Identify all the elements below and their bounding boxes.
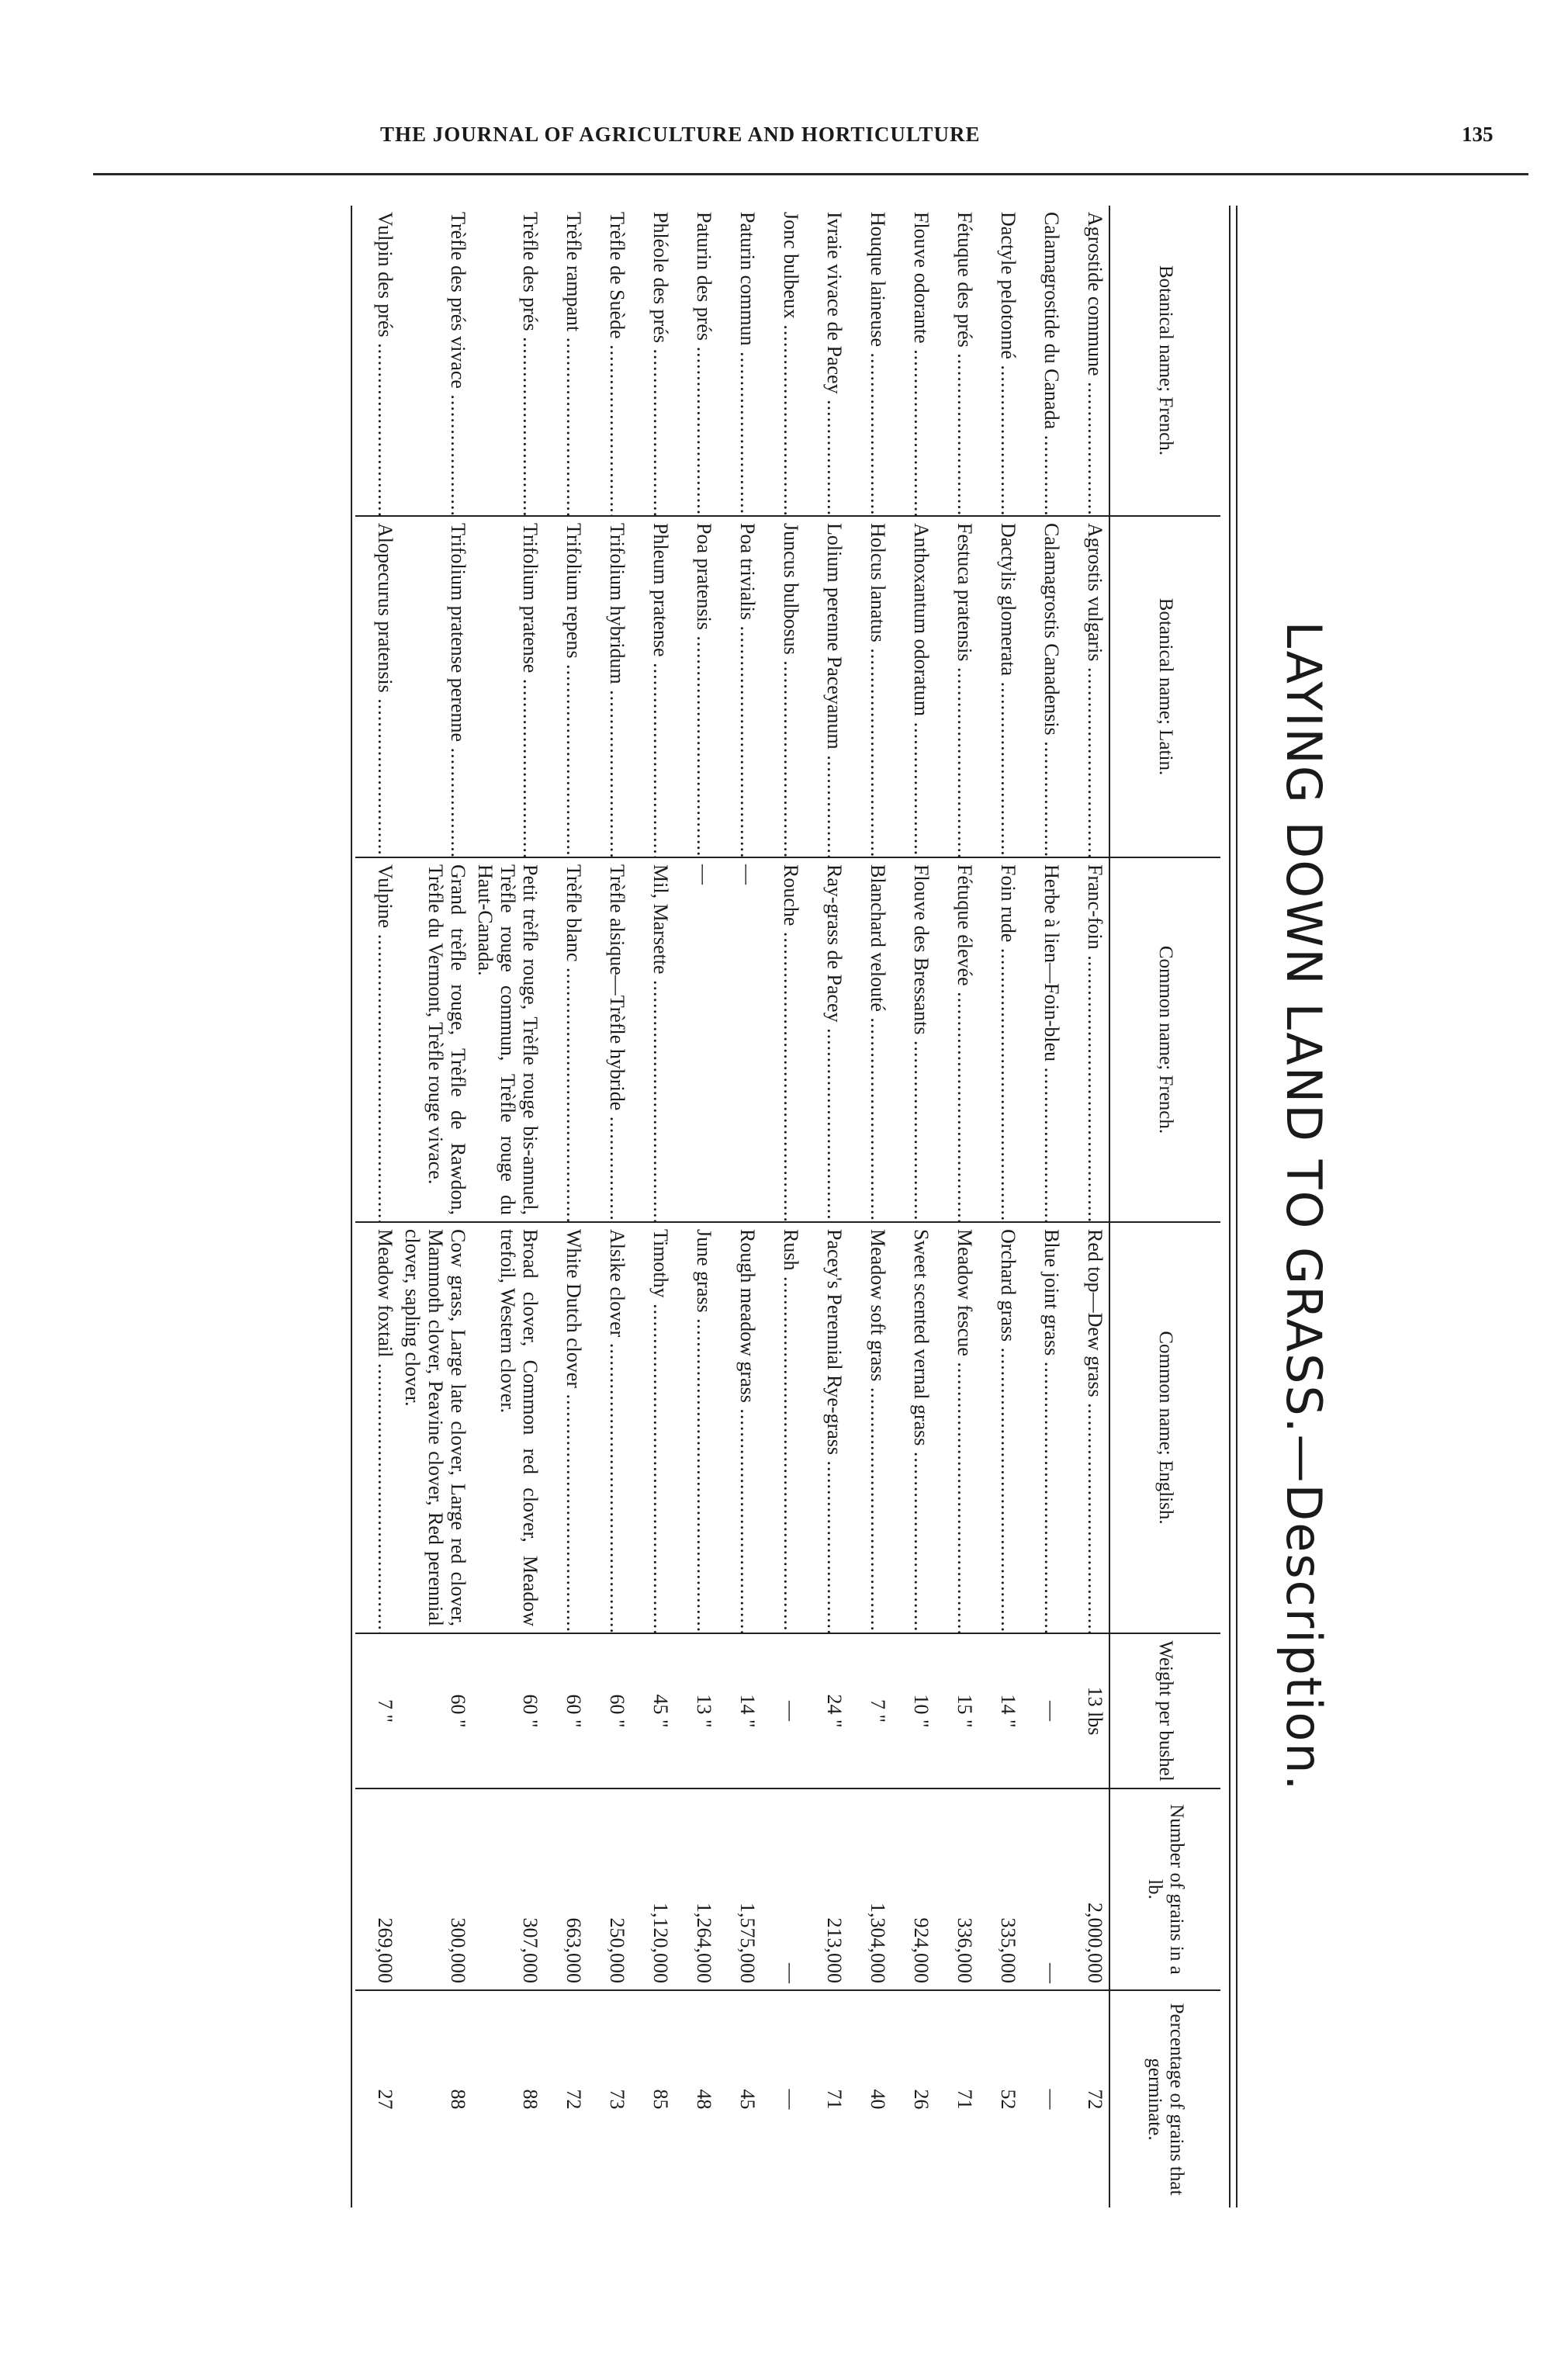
cell-botanical-french: Paturin des prés .....	[674, 206, 718, 516]
cell-botanical-latin: Lolium perenne Paceyanum .....	[805, 516, 848, 857]
cell-grains-per-lb: —	[1022, 1788, 1065, 1990]
cell-common-english: Timothy .....	[631, 1222, 674, 1633]
header-row	[1109, 206, 1220, 2207]
cell-common-english: White Dutch clover .....	[544, 1222, 587, 1633]
table-row	[631, 206, 674, 2207]
table-row	[355, 206, 399, 2207]
cell-weight-per-bushel: 60 "	[587, 1633, 631, 1788]
cell-common-english: Alsike clover .....	[587, 1222, 631, 1633]
column-header: Botanical name; Latin.	[1109, 516, 1220, 857]
cell-common-english: Pacey's Perennial Rye-grass .....	[805, 1222, 848, 1633]
cell-grains-per-lb: 663,000	[544, 1788, 587, 1990]
column-header: Weight per bushel	[1109, 1633, 1220, 1788]
table-row	[805, 206, 848, 2207]
cell-grains-per-lb: 300,000	[399, 1788, 471, 1990]
cell-botanical-french: Calamagrostide du Canada .....	[1022, 206, 1065, 516]
cell-common-french: Herbe à lien—Foin-bleu .....	[1022, 857, 1065, 1222]
cell-germination-percentage: 71	[935, 1990, 978, 2207]
rotated-table-block	[151, 206, 1338, 2207]
cell-botanical-latin: Poa pratensis .....	[674, 516, 718, 857]
cell-common-french: Flouve des Bressants .....	[891, 857, 935, 1222]
table-row	[761, 206, 805, 2207]
cell-weight-per-bushel: 14 "	[718, 1633, 761, 1788]
cell-germination-percentage: 72	[544, 1990, 587, 2207]
cell-grains-per-lb: 335,000	[978, 1788, 1022, 1990]
cell-common-english: Orchard grass .....	[978, 1222, 1022, 1633]
cell-botanical-french: Vulpin des prés .....	[355, 206, 399, 516]
cell-botanical-latin: Trifolium hybridum .....	[587, 516, 631, 857]
column-header: Common name; French.	[1109, 857, 1220, 1222]
cell-grains-per-lb: 1,575,000	[718, 1788, 761, 1990]
cell-germination-percentage: 72	[1065, 1990, 1109, 2207]
cell-germination-percentage: 48	[674, 1990, 718, 2207]
cell-botanical-french: Fétuque des prés .....	[935, 206, 978, 516]
cell-botanical-french: Trèfle des prés vivace .....	[399, 206, 471, 516]
table-title: LAYING DOWN LAND TO GRASS.—Description.	[1276, 621, 1332, 1792]
cell-germination-percentage: 88	[399, 1990, 471, 2207]
table-row	[891, 206, 935, 2207]
cell-common-french: Franc-foin .....	[1065, 857, 1109, 1222]
table-row	[1065, 206, 1109, 2207]
cell-botanical-french: Agrostide commune .....	[1065, 206, 1109, 516]
cell-botanical-latin: Trifolium pratense perenne .....	[399, 516, 471, 857]
cell-common-french: Rouche .....	[761, 857, 805, 1222]
cell-germination-percentage: 73	[587, 1990, 631, 2207]
cell-botanical-french: Houque laineuse .....	[848, 206, 891, 516]
cell-weight-per-bushel: 60 "	[472, 1633, 544, 1788]
cell-weight-per-bushel: 24 "	[805, 1633, 848, 1788]
cell-weight-per-bushel: 14 "	[978, 1633, 1022, 1788]
cell-botanical-french: Trèfle de Suède .....	[587, 206, 631, 516]
cell-grains-per-lb: 1,264,000	[674, 1788, 718, 1990]
cell-weight-per-bushel: 7 "	[355, 1633, 399, 1788]
cell-germination-percentage: 45	[718, 1990, 761, 2207]
cell-botanical-french: Trèfle des prés .....	[472, 206, 544, 516]
cell-botanical-french: Trèfle rampant .....	[544, 206, 587, 516]
table-row	[978, 206, 1022, 2207]
table-row	[587, 206, 631, 2207]
cell-weight-per-bushel: 10 "	[891, 1633, 935, 1788]
cell-common-french: —	[674, 857, 718, 1222]
cell-common-french: Vulpine .....	[355, 857, 399, 1222]
cell-botanical-latin: Alopecurus pratensis .....	[355, 516, 399, 857]
cell-common-english: Cow grass, Large late clover, Large red clover, Mammoth clover, Peavine clover, Red perennial clover, sapling clover.	[399, 1222, 471, 1633]
table-row	[848, 206, 891, 2207]
column-header: Number of grains in a lb.	[1109, 1788, 1220, 1990]
cell-common-french: Trèfle alsique—Trèfle hybride .....	[587, 857, 631, 1222]
cell-botanical-french: Paturin commun .....	[718, 206, 761, 516]
cell-common-french: Mil, Marsette .....	[631, 857, 674, 1222]
cell-germination-percentage: 71	[805, 1990, 848, 2207]
cell-germination-percentage: 52	[978, 1990, 1022, 2207]
cell-common-french: Grand trèfle rouge, Trèfle de Rawdon, Trèfle du Vermont, Trèfle rouge vivace.	[399, 857, 471, 1222]
cell-common-french: —	[718, 857, 761, 1222]
cell-botanical-french: Phléole des prés .....	[631, 206, 674, 516]
table-row	[674, 206, 718, 2207]
cell-grains-per-lb: 924,000	[891, 1788, 935, 1990]
cell-germination-percentage: 88	[472, 1990, 544, 2207]
table-row	[399, 206, 471, 2207]
cell-common-english: Rush .....	[761, 1222, 805, 1633]
cell-common-english: Rough meadow grass .....	[718, 1222, 761, 1633]
cell-common-french: Petit trèfle rouge, Trèfle rouge bis-annuel, Trèfle rouge commun, Trèfle rouge du Haut-Canada.	[472, 857, 544, 1222]
column-header: Common name; English.	[1109, 1222, 1220, 1633]
cell-botanical-latin: Juncus bulbosus .....	[761, 516, 805, 857]
cell-common-english: June grass .....	[674, 1222, 718, 1633]
cell-weight-per-bushel: 13 lbs	[1065, 1633, 1109, 1788]
cell-grains-per-lb: 213,000	[805, 1788, 848, 1990]
column-header: Percentage of grains that germinate.	[1109, 1990, 1220, 2207]
cell-botanical-latin: Trifolium repens .....	[544, 516, 587, 857]
table-row	[544, 206, 587, 2207]
cell-botanical-latin: Festuca pratensis .....	[935, 516, 978, 857]
cell-common-english: Sweet scented vernal grass .....	[891, 1222, 935, 1633]
cell-botanical-latin: Phleum pratense .....	[631, 516, 674, 857]
cell-common-english: Red top—Dew grass .....	[1065, 1222, 1109, 1633]
cell-grains-per-lb: —	[761, 1788, 805, 1990]
table-row	[935, 206, 978, 2207]
cell-germination-percentage: —	[761, 1990, 805, 2207]
cell-botanical-latin: Dactylis glomerata .....	[978, 516, 1022, 857]
cell-weight-per-bushel: 7 "	[848, 1633, 891, 1788]
cell-germination-percentage: 26	[891, 1990, 935, 2207]
cell-common-french: Fétuque élevée .....	[935, 857, 978, 1222]
cell-weight-per-bushel: 60 "	[399, 1633, 471, 1788]
cell-germination-percentage: 27	[355, 1990, 399, 2207]
cell-weight-per-bushel: 15 "	[935, 1633, 978, 1788]
cell-botanical-latin: Agrostis vulgaris .....	[1065, 516, 1109, 857]
cell-grains-per-lb: 336,000	[935, 1788, 978, 1990]
column-header: Botanical name; French.	[1109, 206, 1220, 516]
cell-common-english: Meadow soft grass .....	[848, 1222, 891, 1633]
running-head: THE JOURNAL OF AGRICULTURE AND HORTICULTURE	[380, 123, 981, 146]
cell-weight-per-bushel: 45 "	[631, 1633, 674, 1788]
table-body	[355, 206, 1109, 2207]
cell-botanical-french: Dactyle pelotonné .....	[978, 206, 1022, 516]
cell-germination-percentage: 40	[848, 1990, 891, 2207]
cell-botanical-latin: Holcus lanatus .....	[848, 516, 891, 857]
cell-common-french: Trèfle blanc .....	[544, 857, 587, 1222]
cell-botanical-french: Jonc bulbeux .....	[761, 206, 805, 516]
cell-common-english: Meadow fescue .....	[935, 1222, 978, 1633]
cell-germination-percentage: 85	[631, 1990, 674, 2207]
cell-botanical-latin: Anthoxantum odoratum .....	[891, 516, 935, 857]
cell-botanical-latin: Trifolium pratense .....	[472, 516, 544, 857]
cell-weight-per-bushel: —	[761, 1633, 805, 1788]
cell-grains-per-lb: 1,304,000	[848, 1788, 891, 1990]
cell-grains-per-lb: 250,000	[587, 1788, 631, 1990]
cell-common-english: Blue joint grass .....	[1022, 1222, 1065, 1633]
cell-weight-per-bushel: 60 "	[544, 1633, 587, 1788]
table-row	[472, 206, 544, 2207]
table-row	[1022, 206, 1065, 2207]
cell-grains-per-lb: 269,000	[355, 1788, 399, 1990]
page-number: 135	[1462, 123, 1494, 146]
header-rule	[93, 173, 1528, 175]
cell-botanical-french: Flouve odorante .....	[891, 206, 935, 516]
cell-common-english: Broad clover, Common red clover, Meadow trefoil, Western clover.	[472, 1222, 544, 1633]
cell-common-french: Ray-grass de Pacey .....	[805, 857, 848, 1222]
cell-botanical-latin: Poa trivialis .....	[718, 516, 761, 857]
cell-common-english: Meadow foxtail .....	[355, 1222, 399, 1633]
grass-description-table	[355, 206, 1220, 2207]
table-top-rules	[1229, 206, 1237, 2207]
cell-weight-per-bushel: —	[1022, 1633, 1065, 1788]
cell-common-french: Foin rude .....	[978, 857, 1022, 1222]
cell-grains-per-lb: 2,000,000	[1065, 1788, 1109, 1990]
table-row	[718, 206, 761, 2207]
cell-common-french: Blanchard velouté .....	[848, 857, 891, 1222]
cell-grains-per-lb: 307,000	[472, 1788, 544, 1990]
cell-germination-percentage: —	[1022, 1990, 1065, 2207]
cell-botanical-french: Ivraie vivace de Pacey .....	[805, 206, 848, 516]
cell-botanical-latin: Calamagrostis Canadensis .....	[1022, 516, 1065, 857]
cell-weight-per-bushel: 13 "	[674, 1633, 718, 1788]
cell-grains-per-lb: 1,120,000	[631, 1788, 674, 1990]
table-bottom-rule	[351, 206, 352, 2207]
